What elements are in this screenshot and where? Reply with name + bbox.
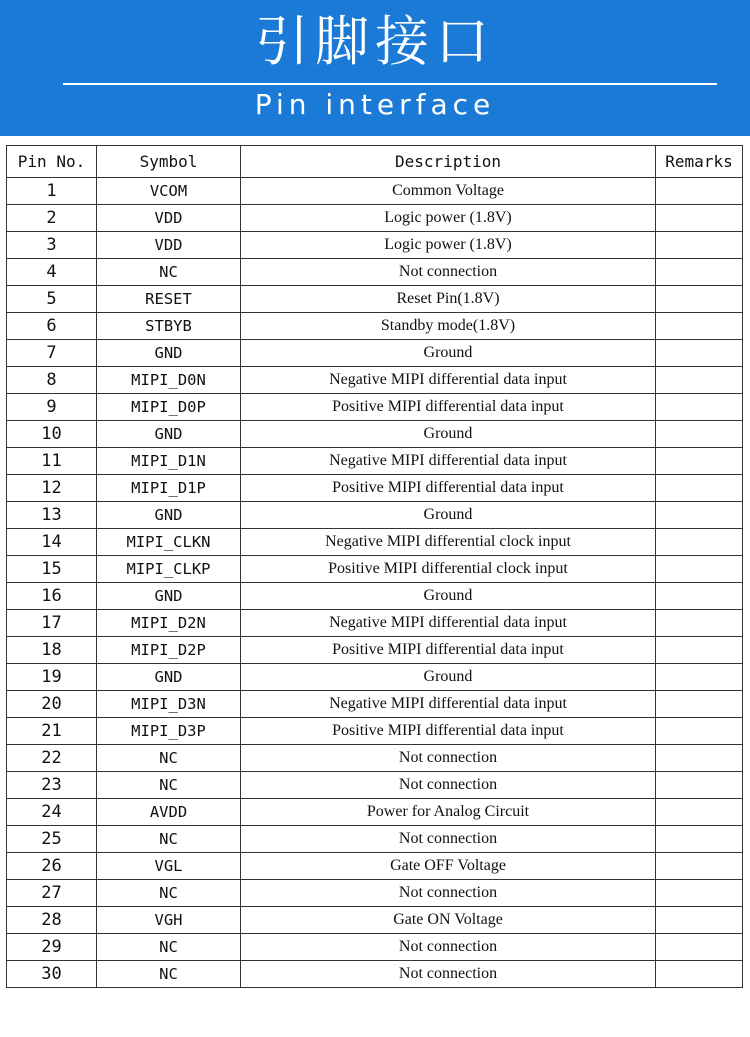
pin-number-cell: 8 [7, 367, 97, 394]
symbol-cell: GND [97, 421, 241, 448]
header-pin-no: Pin No. [7, 146, 97, 178]
pin-number-cell: 5 [7, 286, 97, 313]
header-symbol: Symbol [97, 146, 241, 178]
remarks-cell [656, 394, 743, 421]
symbol-cell: AVDD [97, 799, 241, 826]
table-row [7, 205, 743, 232]
pin-number-cell: 30 [7, 961, 97, 988]
description-cell: Power for Analog Circuit [241, 799, 656, 826]
symbol-cell: VDD [97, 205, 241, 232]
table-row [7, 961, 743, 988]
symbol-cell: GND [97, 583, 241, 610]
symbol-cell: MIPI_D3N [97, 691, 241, 718]
pin-table-body [7, 178, 743, 988]
pin-number-cell: 2 [7, 205, 97, 232]
description-cell: Standby mode(1.8V) [241, 313, 656, 340]
table-row [7, 637, 743, 664]
symbol-cell: VDD [97, 232, 241, 259]
table-row [7, 853, 743, 880]
symbol-cell: VCOM [97, 178, 241, 205]
table-row [7, 448, 743, 475]
table-row [7, 259, 743, 286]
symbol-cell: VGH [97, 907, 241, 934]
remarks-cell [656, 340, 743, 367]
remarks-cell [656, 664, 743, 691]
remarks-cell [656, 583, 743, 610]
pin-number-cell: 29 [7, 934, 97, 961]
symbol-cell: NC [97, 772, 241, 799]
table-row [7, 556, 743, 583]
symbol-cell: VGL [97, 853, 241, 880]
description-cell: Logic power (1.8V) [241, 205, 656, 232]
pin-number-cell: 25 [7, 826, 97, 853]
symbol-cell: GND [97, 664, 241, 691]
table-row [7, 232, 743, 259]
description-cell: Ground [241, 421, 656, 448]
remarks-cell [656, 934, 743, 961]
remarks-cell [656, 448, 743, 475]
description-cell: Positive MIPI differential data input [241, 637, 656, 664]
title-chinese: 引脚接口 [255, 10, 495, 73]
table-row [7, 907, 743, 934]
table-row [7, 529, 743, 556]
description-cell: Not connection [241, 826, 656, 853]
pin-number-cell: 10 [7, 421, 97, 448]
description-cell: Positive MIPI differential data input [241, 394, 656, 421]
pin-number-cell: 9 [7, 394, 97, 421]
remarks-cell [656, 313, 743, 340]
remarks-cell [656, 421, 743, 448]
pin-number-cell: 19 [7, 664, 97, 691]
description-cell: Not connection [241, 961, 656, 988]
pin-number-cell: 12 [7, 475, 97, 502]
pin-number-cell: 16 [7, 583, 97, 610]
description-cell: Negative MIPI differential data input [241, 610, 656, 637]
table-row [7, 502, 743, 529]
pin-number-cell: 4 [7, 259, 97, 286]
pin-number-cell: 11 [7, 448, 97, 475]
pin-number-cell: 27 [7, 880, 97, 907]
symbol-cell: MIPI_D0N [97, 367, 241, 394]
description-cell: Not connection [241, 745, 656, 772]
symbol-cell: NC [97, 961, 241, 988]
description-cell: Ground [241, 664, 656, 691]
table-row [7, 880, 743, 907]
remarks-cell [656, 556, 743, 583]
table-header-row [7, 146, 743, 178]
remarks-cell [656, 772, 743, 799]
pin-number-cell: 1 [7, 178, 97, 205]
remarks-cell [656, 475, 743, 502]
remarks-cell [656, 745, 743, 772]
description-cell: Positive MIPI differential data input [241, 475, 656, 502]
symbol-cell: NC [97, 934, 241, 961]
pin-number-cell: 24 [7, 799, 97, 826]
symbol-cell: MIPI_D2P [97, 637, 241, 664]
table-row [7, 934, 743, 961]
pin-number-cell: 20 [7, 691, 97, 718]
pin-number-cell: 21 [7, 718, 97, 745]
pin-number-cell: 15 [7, 556, 97, 583]
table-row [7, 421, 743, 448]
table-row [7, 313, 743, 340]
remarks-cell [656, 853, 743, 880]
description-cell: Gate ON Voltage [241, 907, 656, 934]
description-cell: Reset Pin(1.8V) [241, 286, 656, 313]
symbol-cell: MIPI_D3P [97, 718, 241, 745]
table-row [7, 367, 743, 394]
symbol-cell: NC [97, 826, 241, 853]
remarks-cell [656, 691, 743, 718]
description-cell: Ground [241, 502, 656, 529]
remarks-cell [656, 718, 743, 745]
remarks-cell [656, 367, 743, 394]
symbol-cell: MIPI_D1P [97, 475, 241, 502]
pin-number-cell: 18 [7, 637, 97, 664]
symbol-cell: STBYB [97, 313, 241, 340]
table-row [7, 475, 743, 502]
pin-number-cell: 26 [7, 853, 97, 880]
title-banner [0, 0, 750, 136]
table-row [7, 610, 743, 637]
description-cell: Positive MIPI differential clock input [241, 556, 656, 583]
description-cell: Ground [241, 583, 656, 610]
remarks-cell [656, 880, 743, 907]
header-description: Description [241, 146, 656, 178]
remarks-cell [656, 826, 743, 853]
description-cell: Negative MIPI differential clock input [241, 529, 656, 556]
description-cell: Not connection [241, 880, 656, 907]
pin-number-cell: 7 [7, 340, 97, 367]
remarks-cell [656, 232, 743, 259]
table-row [7, 772, 743, 799]
remarks-cell [656, 205, 743, 232]
description-cell: Not connection [241, 259, 656, 286]
remarks-cell [656, 610, 743, 637]
pin-number-cell: 14 [7, 529, 97, 556]
description-cell: Negative MIPI differential data input [241, 367, 656, 394]
symbol-cell: MIPI_D0P [97, 394, 241, 421]
table-row [7, 178, 743, 205]
pin-number-cell: 13 [7, 502, 97, 529]
symbol-cell: MIPI_D2N [97, 610, 241, 637]
remarks-cell [656, 286, 743, 313]
description-cell: Not connection [241, 934, 656, 961]
pin-number-cell: 23 [7, 772, 97, 799]
description-cell: Positive MIPI differential data input [241, 718, 656, 745]
symbol-cell: NC [97, 880, 241, 907]
symbol-cell: GND [97, 502, 241, 529]
symbol-cell: GND [97, 340, 241, 367]
pin-number-cell: 22 [7, 745, 97, 772]
remarks-cell [656, 907, 743, 934]
header-remarks: Remarks [656, 146, 743, 178]
description-cell: Not connection [241, 772, 656, 799]
remarks-cell [656, 502, 743, 529]
title-english: Pin interface [254, 88, 496, 121]
pin-number-cell: 6 [7, 313, 97, 340]
symbol-cell: RESET [97, 286, 241, 313]
table-row [7, 691, 743, 718]
symbol-cell: MIPI_D1N [97, 448, 241, 475]
description-cell: Negative MIPI differential data input [241, 448, 656, 475]
remarks-cell [656, 259, 743, 286]
table-row [7, 664, 743, 691]
table-row [7, 394, 743, 421]
remarks-cell [656, 178, 743, 205]
table-row [7, 826, 743, 853]
description-cell: Gate OFF Voltage [241, 853, 656, 880]
remarks-cell [656, 961, 743, 988]
table-row [7, 340, 743, 367]
description-cell: Ground [241, 340, 656, 367]
symbol-cell: NC [97, 745, 241, 772]
symbol-cell: NC [97, 259, 241, 286]
table-row [7, 286, 743, 313]
description-cell: Common Voltage [241, 178, 656, 205]
remarks-cell [656, 799, 743, 826]
description-cell: Logic power (1.8V) [241, 232, 656, 259]
pin-number-cell: 17 [7, 610, 97, 637]
remarks-cell [656, 637, 743, 664]
remarks-cell [656, 529, 743, 556]
table-row [7, 745, 743, 772]
title-divider [63, 83, 717, 85]
table-row [7, 718, 743, 745]
pin-table [6, 145, 743, 988]
pin-number-cell: 3 [7, 232, 97, 259]
description-cell: Negative MIPI differential data input [241, 691, 656, 718]
table-row [7, 583, 743, 610]
symbol-cell: MIPI_CLKN [97, 529, 241, 556]
symbol-cell: MIPI_CLKP [97, 556, 241, 583]
table-row [7, 799, 743, 826]
pin-number-cell: 28 [7, 907, 97, 934]
